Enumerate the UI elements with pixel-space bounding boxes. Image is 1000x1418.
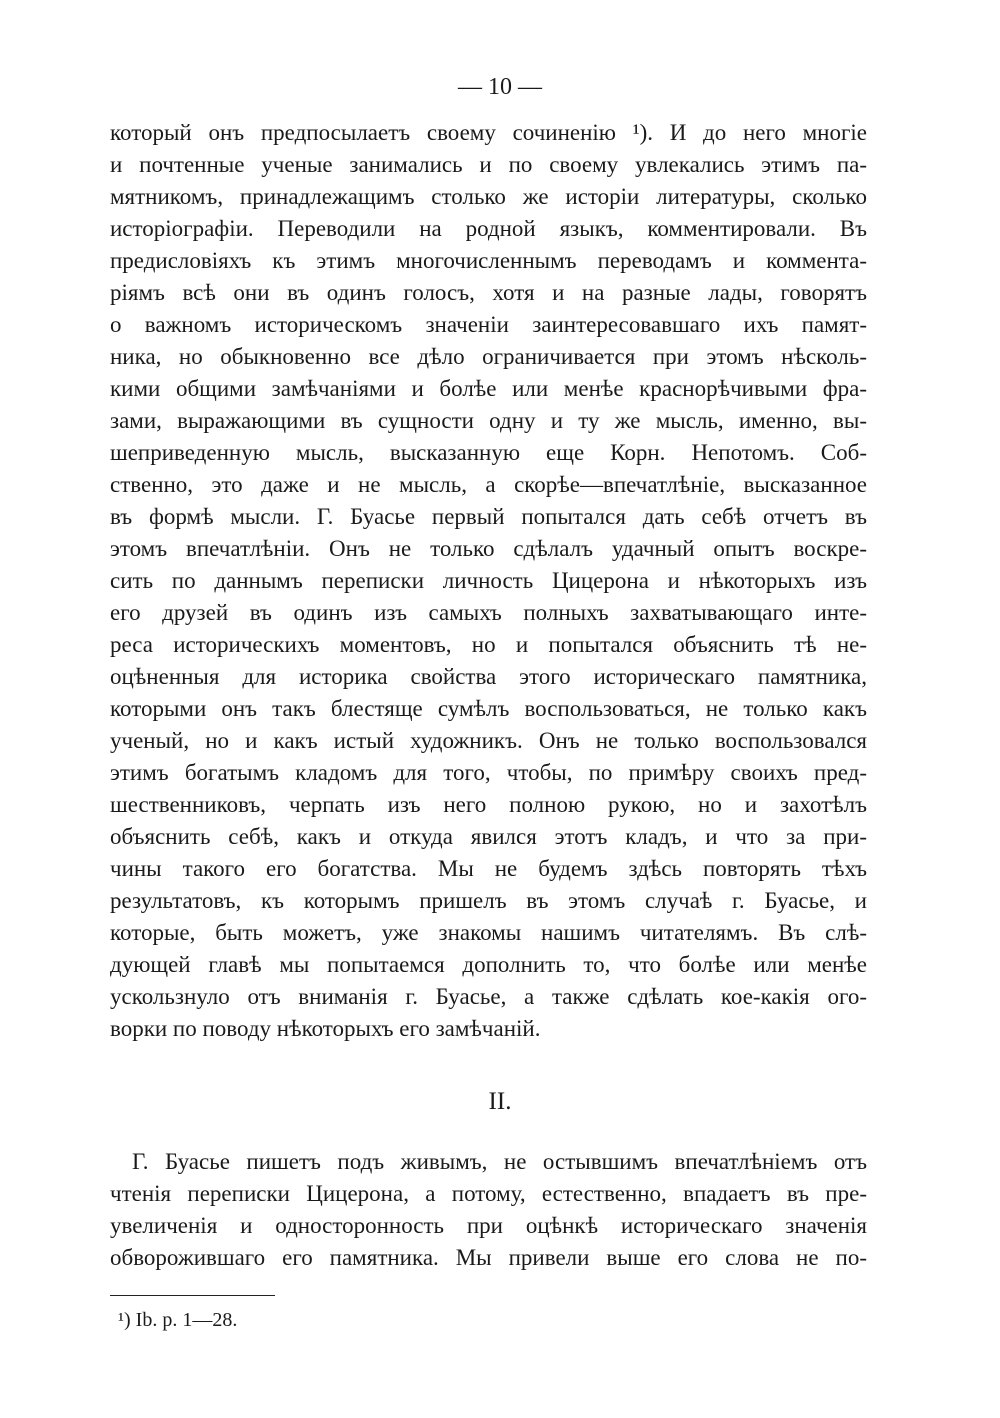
- text-line: увеличенія и односторонность при оцѣнкѣ историческаго значенія: [110, 1213, 867, 1238]
- text-line: и почтенные ученые занимались и по своему увлекались этимъ па-: [110, 152, 867, 177]
- text-line: кими общими замѣчаніями и болѣе или менѣе краснорѣчивыми фра-: [110, 376, 867, 401]
- text-line: исторіографіи. Переводили на родной языкъ, комментировали. Въ: [110, 216, 867, 241]
- text-line: о важномъ историческомъ значеніи заинтересовавшаго ихъ памят-: [110, 312, 867, 337]
- text-line: сить по даннымъ переписки личность Цицерона и нѣкоторыхъ изъ: [110, 568, 867, 593]
- text-line: ускользнуло отъ вниманія г. Буасье, а также сдѣлать кое-какія ого-: [110, 984, 867, 1009]
- footnote-divider: [110, 1295, 275, 1296]
- text-line: обворожившаго его памятника. Мы привели выше его слова не по-: [110, 1245, 867, 1270]
- text-line: ворки по поводу нѣкоторыхъ его замѣчаній.: [110, 1016, 541, 1041]
- text-line: чтенія переписки Цицерона, а потому, естественно, впадаетъ въ пре-: [110, 1181, 867, 1206]
- text-line: которые, быть можетъ, уже знакомы нашимъ читателямъ. Въ слѣ-: [110, 920, 867, 945]
- text-line: чины такого его богатства. Мы не будемъ здѣсь повторять тѣхъ: [110, 856, 867, 881]
- footnote: ¹) Ib. p. 1—28.: [118, 1309, 238, 1331]
- text-line: мятникомъ, принадлежащимъ столько же исторіи литературы, сколько: [110, 184, 867, 209]
- paragraph-1: [110, 117, 867, 1045]
- text-line: предисловіяхъ къ этимъ многочисленнымъ переводамъ и коммента-: [110, 248, 867, 273]
- text-line: оцѣненныя для историка свойства этого историческаго памятника,: [110, 664, 867, 689]
- text-line: ника, но обыкновенно все дѣло ограничивается при этомъ нѣсколь-: [110, 344, 867, 369]
- text-line: этомъ впечатлѣніи. Онъ не только сдѣлалъ удачный опытъ воскре-: [110, 536, 867, 561]
- text-line: этимъ богатымъ кладомъ для того, чтобы, по примѣру своихъ пред-: [110, 760, 867, 785]
- text-line: дующей главѣ мы попытаемся дополнить то, что болѣе или менѣе: [110, 952, 867, 977]
- text-line: ріямъ всѣ они въ одинъ голосъ, хотя и на разные лады, говорятъ: [110, 280, 867, 305]
- text-line: ственно, это даже и не мысль, а скорѣе—впечатлѣніе, высказанное: [110, 472, 867, 497]
- page-number: — 10 —: [458, 74, 542, 100]
- text-line: объяснить себѣ, какъ и откуда явился этотъ кладъ, и что за при-: [110, 824, 867, 849]
- text-line: зами, выражающими въ сущности одну и ту же мысль, именно, вы-: [110, 408, 867, 433]
- text-line: въ формѣ мысли. Г. Буасье первый попытался дать себѣ отчетъ въ: [110, 504, 867, 529]
- text-line: его друзей въ одинъ изъ самыхъ полныхъ захватывающаго инте-: [110, 600, 867, 625]
- text-line: которыми онъ такъ блестяще сумѣлъ воспользоваться, не только какъ: [110, 696, 867, 721]
- paragraph-2: [110, 1146, 867, 1274]
- text-line: шеприведенную мысль, высказанную еще Корн. Непотомъ. Соб-: [110, 440, 867, 465]
- text-line: Г. Буасье пишетъ подъ живымъ, не остывшимъ впечатлѣніемъ отъ: [132, 1149, 867, 1174]
- text-line: реса историческихъ моментовъ, но и попытался объяснить тѣ не-: [110, 632, 867, 657]
- text-line: результатовъ, къ которымъ пришелъ въ этомъ случаѣ г. Буасье, и: [110, 888, 867, 913]
- text-line: который онъ предпосылаетъ своему сочиненію ¹). И до него многіе: [110, 120, 867, 145]
- text-line: ученый, но и какъ истый художникъ. Онъ не только воспользовался: [110, 728, 867, 753]
- text-line: шественниковъ, черпать изъ него полною рукою, но и захотѣлъ: [110, 792, 867, 817]
- section-heading: II.: [488, 1088, 512, 1115]
